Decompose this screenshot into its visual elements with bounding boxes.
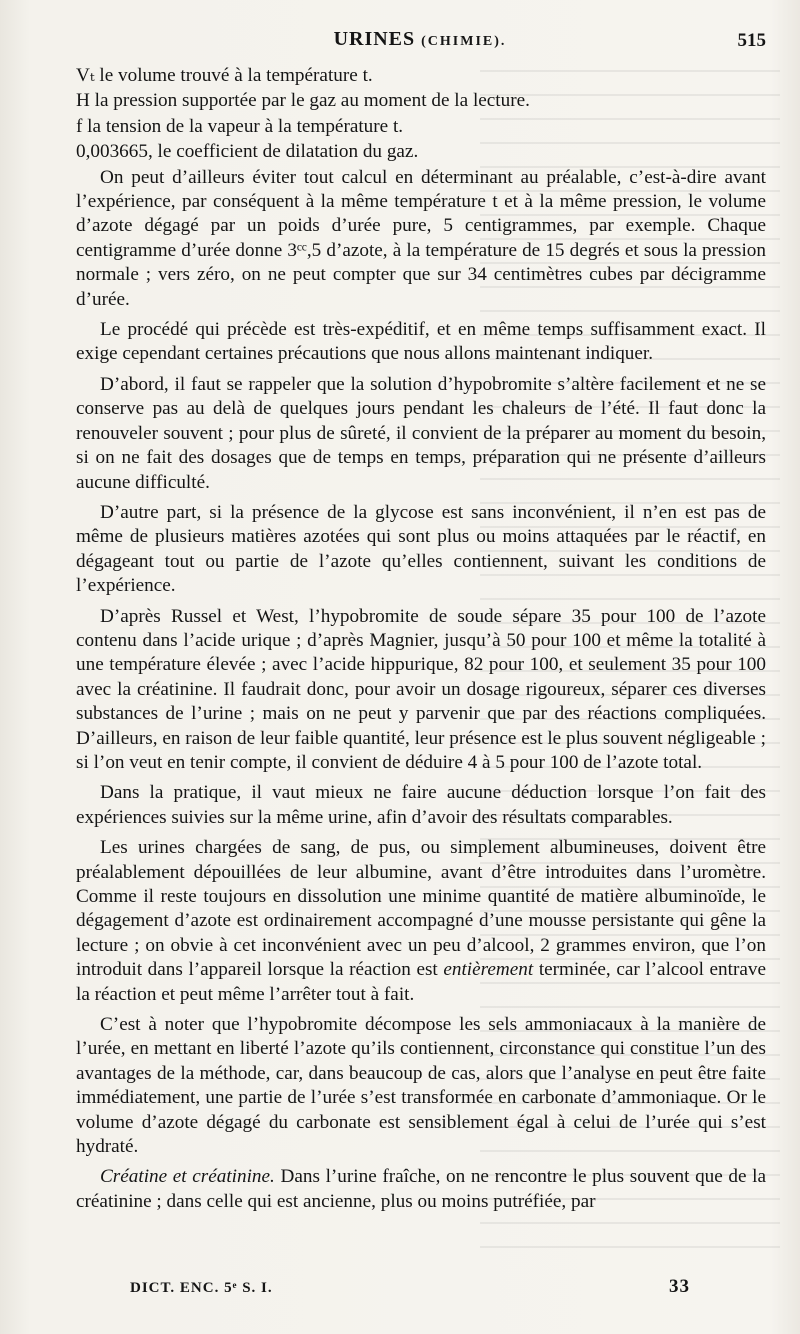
paragraph-calcul: On peut d’ailleurs éviter tout calcul en déterminant au préalable, c’est-à-dire avant l’expérience, par conséquent à la même température t et à la même pression, le volume d’azote dégagé par un poids d’urée pure, 5 centigrammes, par exemple. Chaque centigramme d’urée donne 3ᶜᶜ,5 d’azote, à la température de 15 degrés et sous la pression normale ; vers zéro, on ne peut compter que sur 34 centimètres cubes par décigramme d’urée.	[76, 166, 766, 310]
paragraph-urines-chargees	[76, 836, 766, 1007]
paragraph-pratique: Dans la pratique, il vaut mieux ne faire aucune déduction lorsque l’on fait des expériences suivies sur la même urine, afin d’avoir des résultats comparables.	[76, 782, 766, 828]
paragraph-hypobromite: D’abord, il faut se rappeler que la solution d’hypobromite s’altère facilement et ne se conserve pas au delà de quelques jours pendant les chaleurs de l’été. Il faut donc la renouveler souvent ; pour plus de sûreté, il convient de la préparer au moment du besoin, si on ne fait des dosages que de temps en temps, préparation qui ne présente d’ailleurs aucune difficulté.	[76, 373, 766, 493]
paragraph-urines-chargees-tail: terminée, car l’alcool entrave la réaction et peut même l’arrêter tout à fait.	[76, 959, 766, 1005]
definition-h: H la pression supportée par le gaz au moment de la lecture.	[76, 90, 530, 112]
definition-coefficient: 0,003665, le coefficient de dilatation du gaz.	[76, 141, 419, 163]
heading-creatine: Créatine et créatinine.	[100, 1166, 275, 1188]
footer-sheet-number: 33	[669, 1276, 690, 1297]
body-text	[76, 64, 766, 1220]
definition-vt: Vₜ le volume trouvé à la température t.	[76, 65, 373, 86]
footer-signature: DICT. ENC. 5ᵉ S. I.	[130, 1280, 273, 1296]
paragraph-creatine-text: Dans l’urine fraîche, on ne rencontre le plus souvent que de la créatinine ; dans celle qui est ancienne, plus ou moins putréfiée, par	[76, 1166, 766, 1212]
paragraph-glycose: D’autre part, si la présence de la glycose est sans inconvénient, il n’en est pas de même de plusieurs matières azotées qui sont plus ou moins attaquées par le réactif, en dégageant tout ou partie de l’azote qu’elles contiennent, suivant les conditions de l’expérience.	[76, 501, 766, 597]
emphasis-entierement: entièrement	[443, 959, 534, 981]
paragraph-russel-west: D’après Russel et West, l’hypobromite de soude sépare 35 pour 100 de l’azote contenu dans l’acide urique ; d’après Magnier, jusqu’à 50 pour 100 et même la totalité à une température élevée ; avec l’acide hippurique, 82 pour 100, et seulement 35 pour 100 avec la créatinine. Il faudrait donc, pour avoir un dosage rigoureux, séparer ces diverses substances de l’urine ; mais on ne peut y parvenir que par des réactions compliquées. D’ailleurs, en raison de leur faible quantité, leur présence est le plus souvent négligeable ; si l’on veut en tenir compte, il convient de déduire 4 à 5 pour 100 de l’azote total.	[76, 605, 766, 773]
definition-f: f la tension de la vapeur à la température t.	[76, 115, 404, 137]
page-number: 515	[737, 30, 766, 51]
paragraph-ammoniacaux: C’est à noter que l’hypobromite décompose les sels ammoniacaux à la manière de l’urée, en mettant en liberté l’azote qu’ils contiennent, circonstance qui constitue l’un des avantages de la méthode, car, dans beaucoup de cas, alors que l’analyse en peut être faite immédiatement, une partie de l’urée s’est transformée en carbonate d’ammoniaque. Or le volume d’azote dégagé du carbonate est sensiblement égal à celui de l’urée qui s’est hydraté.	[76, 1014, 766, 1158]
paragraph-procede: Le procédé qui précède est très-expéditif, et en même temps suffisamment exact. Il exige cependant certaines précautions que nous allons maintenant indiquer.	[76, 319, 766, 365]
running-head-title	[74, 28, 766, 51]
header-subtitle: (CHIMIE).	[421, 34, 507, 49]
page-footer	[130, 1276, 690, 1306]
running-header	[74, 28, 766, 58]
header-title: URINES	[333, 28, 416, 50]
paragraph-urines-chargees-text: Les urines chargées de sang, de pus, ou simplement albumineuses, doivent être préalablement dépouillées de leur albumine, avant d’être introduites dans l’uromètre. Comme il reste toujours en dissolution une minime quantité de matière albuminoïde, le dégagement d’azote est ordinairement accompagné d’une mousse persistante qui gêne la lecture ; on obvie à cet inconvénient avec un peu d’alcool, 2 grammes environ, que l’on introduit dans l’appareil lorsque la réaction est	[76, 837, 766, 981]
paragraph-creatine	[76, 1165, 766, 1214]
